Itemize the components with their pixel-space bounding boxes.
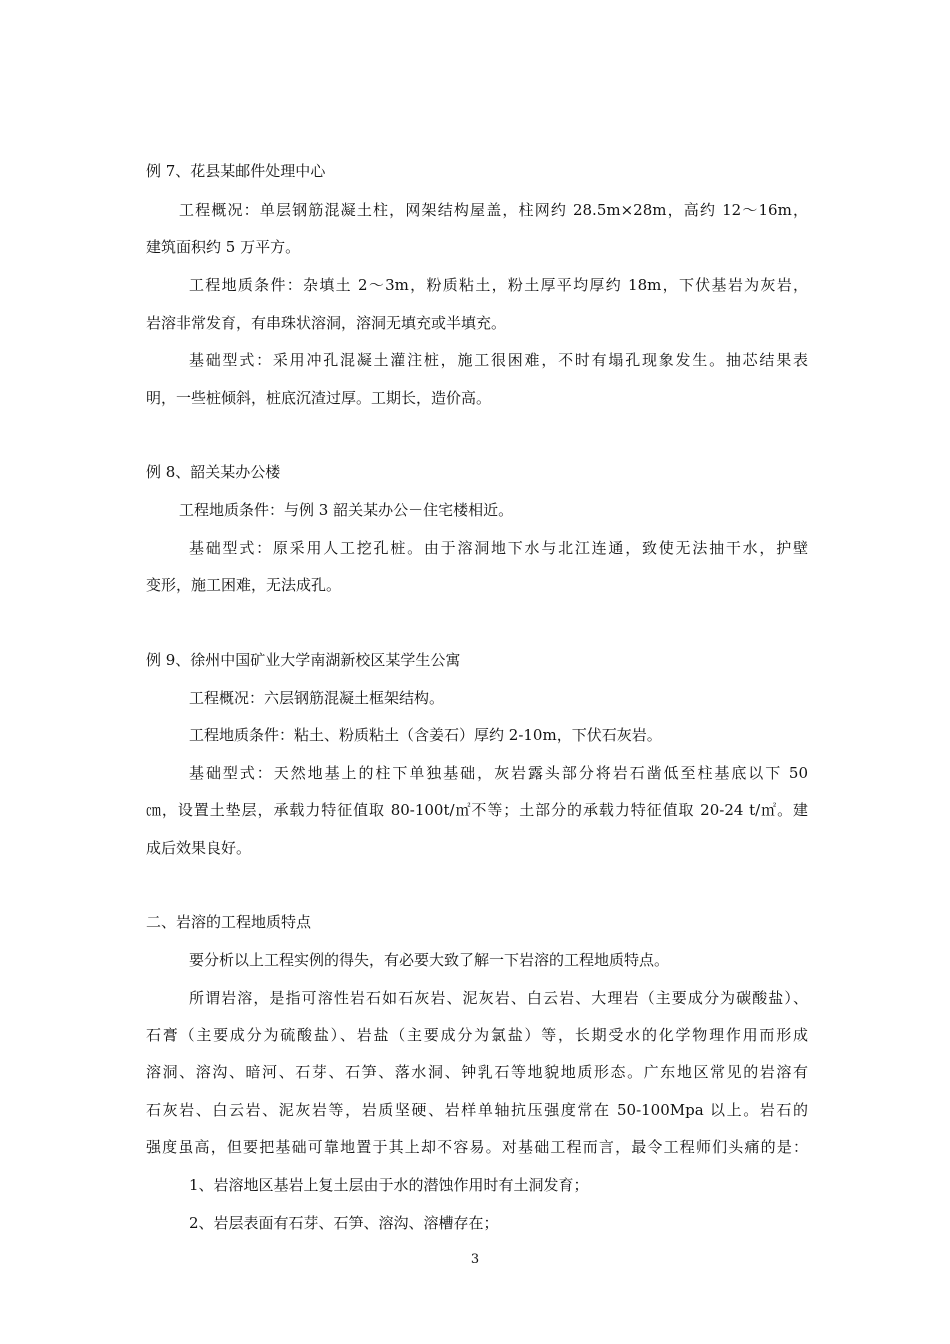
paragraph-line: 石膏（主要成分为硫酸盐）、岩盐（主要成分为氯盐）等，长期受水的化学物理作用而形成: [146, 1026, 808, 1044]
section-heading-karst: 二、岩溶的工程地质特点: [146, 913, 312, 931]
list-item: 1、岩溶地区基岩上复土层由于水的潜蚀作用时有土洞发育；: [189, 1176, 589, 1194]
paragraph-line: 工程概况：六层钢筋混凝土框架结构。: [189, 689, 445, 707]
paragraph-line: 基础型式：天然地基上的柱下单独基础，灰岩露头部分将岩石凿低至柱基底以下 50: [189, 764, 808, 782]
section-heading-example-8: 例 8、韶关某办公楼: [146, 463, 281, 481]
paragraph-line: ㎝，设置土垫层，承载力特征值取 80-100t/㎡不等；土部分的承载力特征值取 20-24 t/㎡。建: [146, 801, 808, 819]
section-heading-example-7: 例 7、花县某邮件处理中心: [146, 162, 326, 180]
paragraph-line: 工程地质条件：与例 3 韶关某办公－住宅楼相近。: [179, 501, 514, 519]
paragraph-line: 要分析以上工程实例的得失，有必要大致了解一下岩溶的工程地质特点。: [189, 951, 670, 969]
paragraph-line: 石灰岩、白云岩、泥灰岩等，岩质坚硬、岩样单轴抗压强度常在 50-100Mpa 以上。岩石的: [146, 1101, 808, 1119]
paragraph-line: 所谓岩溶，是指可溶性岩石如石灰岩、泥灰岩、白云岩、大理岩（主要成分为碳酸盐）、: [189, 989, 808, 1007]
paragraph-line: 成后效果良好。: [146, 839, 252, 857]
paragraph-line: 建筑面积约 5 万平方。: [146, 238, 301, 256]
paragraph-line: 岩溶非常发育，有串珠状溶洞，溶洞无填充或半填充。: [146, 314, 507, 332]
paragraph-line: 工程地质条件：粘土、粉质粘土（含姜石）厚约 2-10m，下伏石灰岩。: [189, 726, 662, 744]
paragraph-line: 工程概况：单层钢筋混凝土柱，网架结构屋盖，柱网约 28.5m×28m，高约 12～16m，: [179, 201, 808, 219]
paragraph-line: 基础型式：采用冲孔混凝土灌注桩，施工很困难，不时有塌孔现象发生。抽芯结果表: [189, 351, 808, 369]
list-item: 2、岩层表面有石芽、石笋、溶沟、溶槽存在；: [189, 1214, 499, 1232]
paragraph-line: 溶洞、溶沟、暗河、石芽、石笋、落水洞、钟乳石等地貌地质形态。广东地区常见的岩溶有: [146, 1063, 808, 1081]
paragraph-line: 明，一些桩倾斜，桩底沉渣过厚。工期长，造价高。: [146, 389, 492, 407]
section-heading-example-9: 例 9、徐州中国矿业大学南湖新校区某学生公寓: [146, 651, 461, 669]
paragraph-line: 工程地质条件：杂填土 2～3m，粉质粘土，粉土厚平均厚约 18m，下伏基岩为灰岩，: [189, 276, 808, 294]
paragraph-line: 基础型式：原采用人工挖孔桩。由于溶洞地下水与北江连通，致使无法抽干水，护壁: [189, 539, 808, 557]
page-number: 3: [470, 1252, 480, 1267]
paragraph-line: 变形，施工困难，无法成孔。: [146, 576, 342, 594]
paragraph-line: 强度虽高，但要把基础可靠地置于其上却不容易。对基础工程而言，最令工程师们头痛的是：: [146, 1138, 808, 1156]
